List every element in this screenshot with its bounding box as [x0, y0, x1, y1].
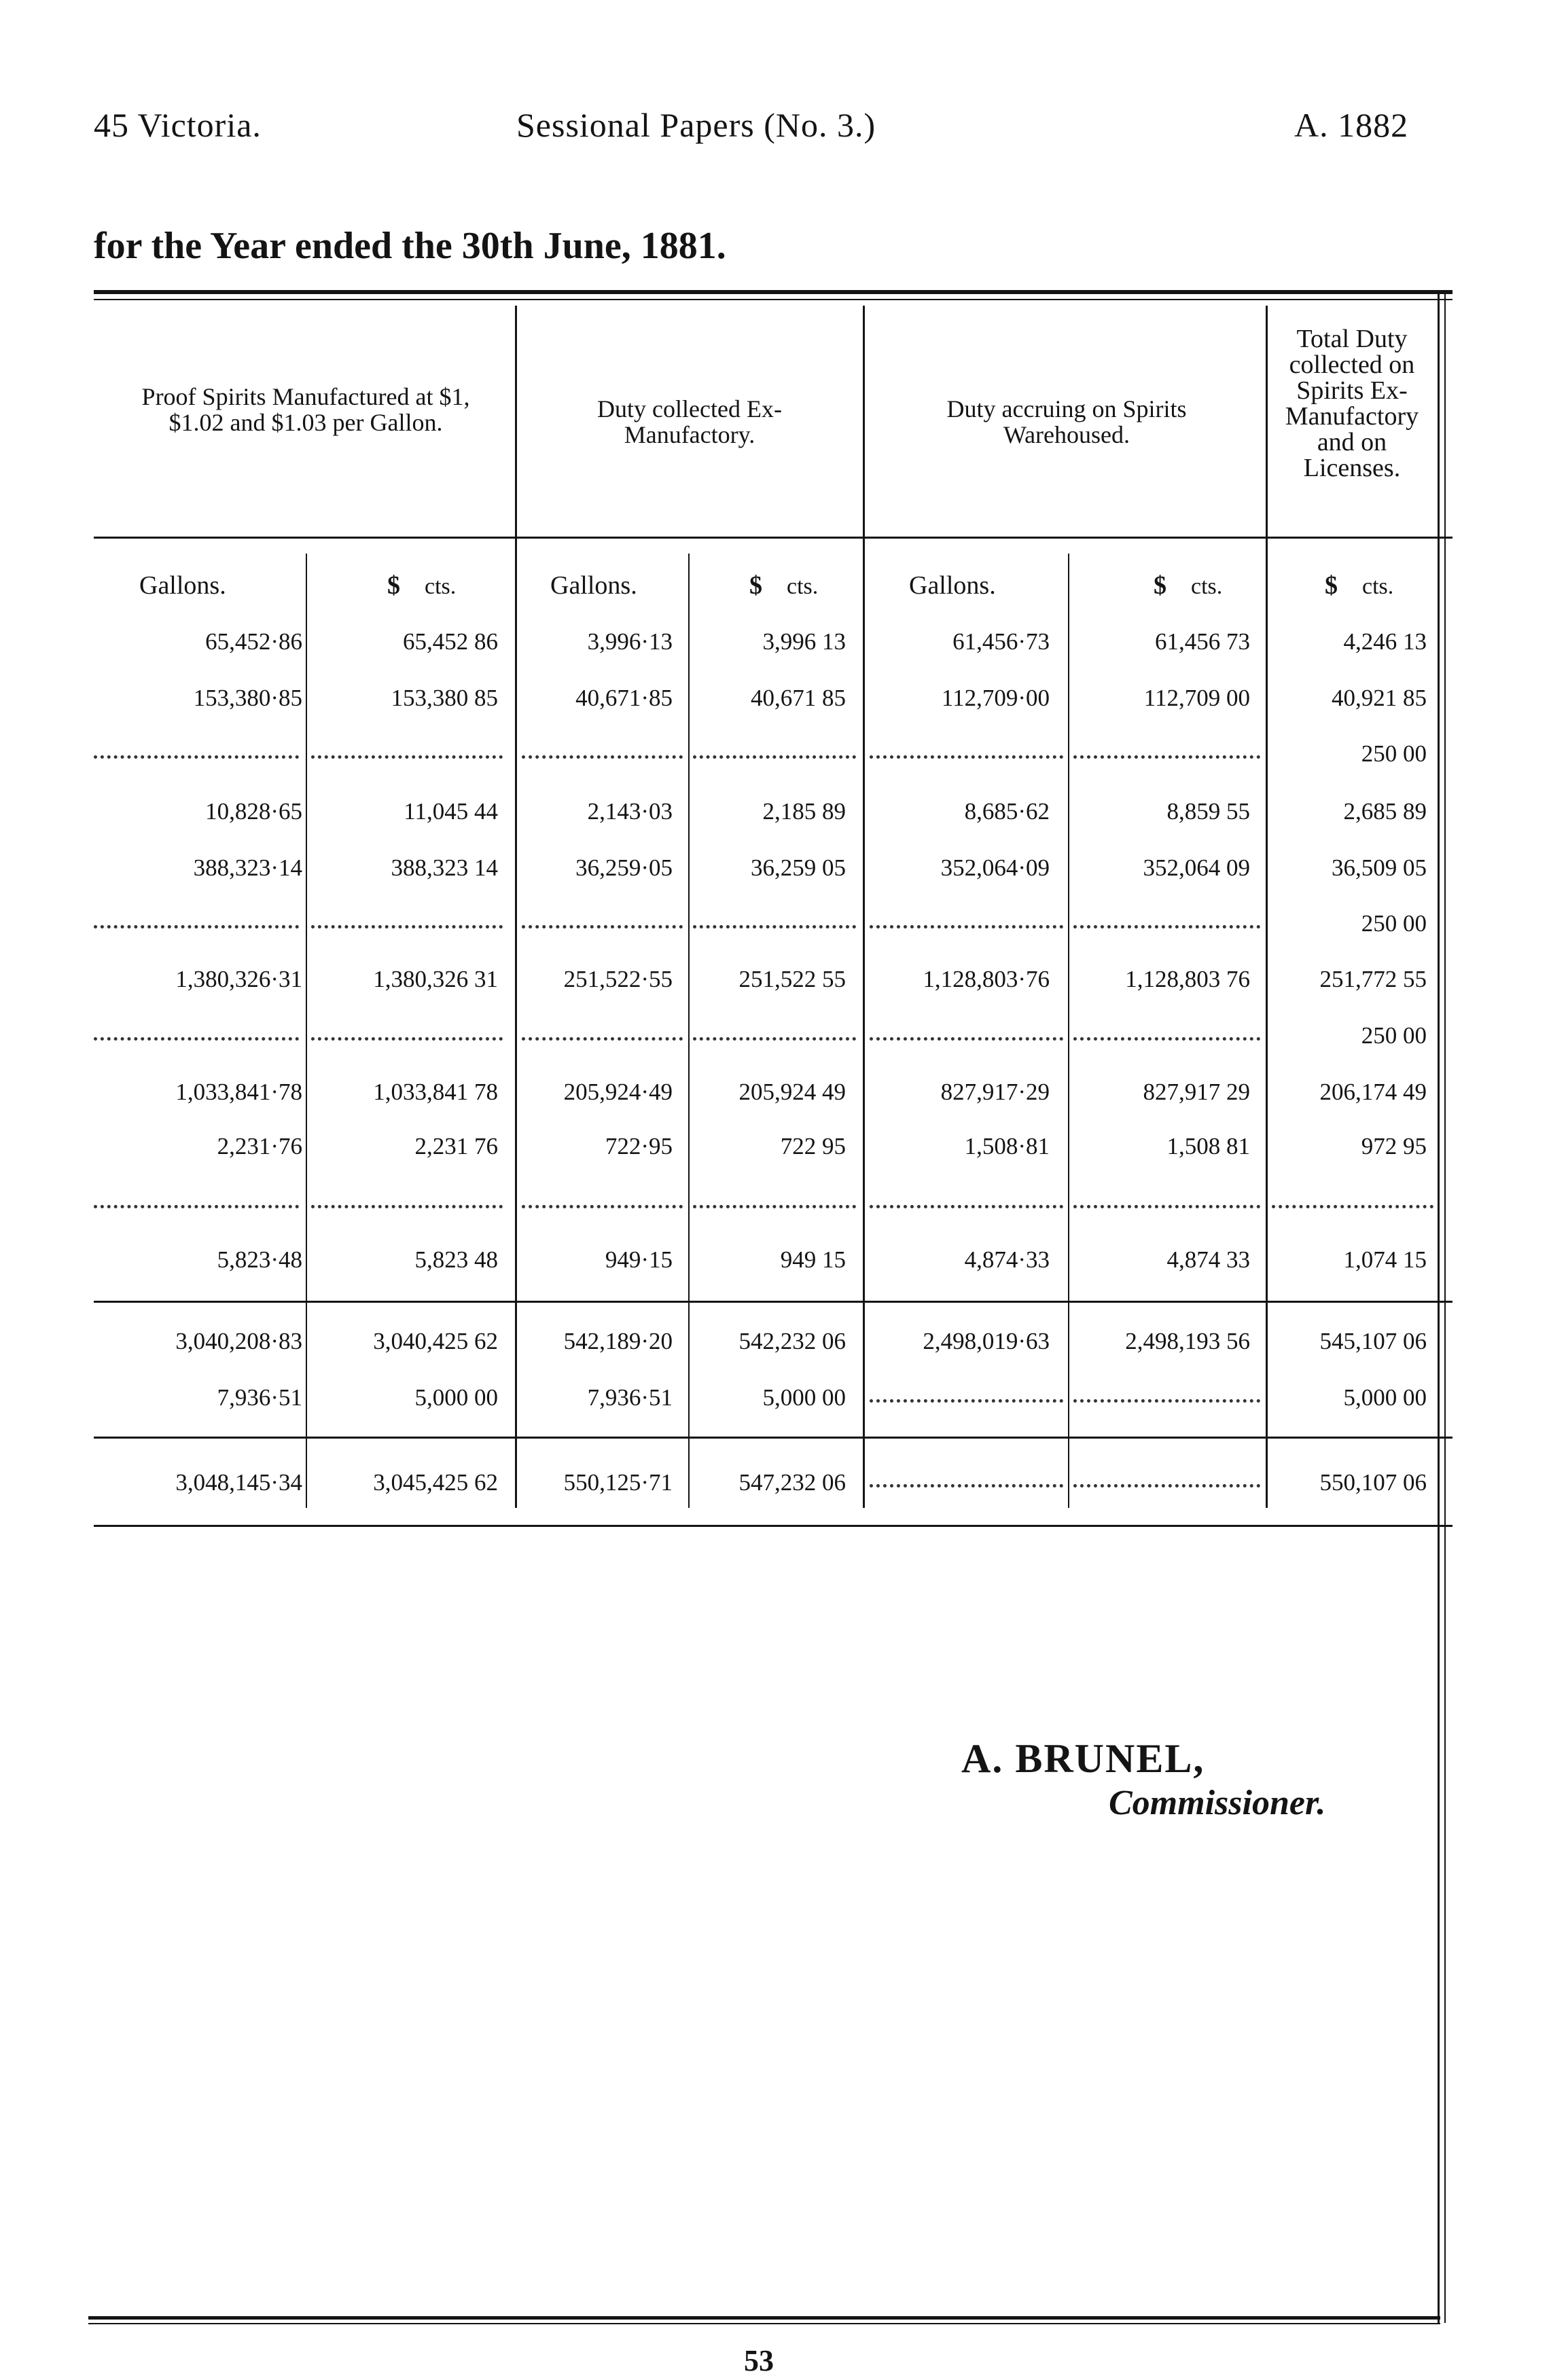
table-cell-d2: 722 95: [780, 1133, 846, 1159]
table-cell-d1: 2,231 76: [414, 1133, 498, 1159]
leader-dots: [522, 925, 683, 928]
divider-group-2: [863, 306, 865, 1508]
leader-dots: [693, 1205, 856, 1208]
table-cell-d2: 251,522 55: [738, 966, 846, 992]
table-cell-total: 250 00: [1361, 910, 1427, 937]
table-top-rule-2: [94, 299, 1452, 300]
table-cell-g2: 2,143·03: [587, 798, 673, 825]
header-separator: [94, 537, 1452, 539]
table-cell-g2: 7,936·51: [587, 1384, 673, 1411]
table-cell-g1: 388,323·14: [193, 854, 302, 881]
table-cell-g3: 827,917·29: [940, 1079, 1050, 1105]
table-cell-d3: 1,508 81: [1166, 1133, 1250, 1159]
leader-dots: [1073, 1399, 1260, 1403]
leader-dots: [1272, 1205, 1433, 1208]
table-cell-d1: 5,000 00: [414, 1384, 498, 1411]
table-cell-d2: 5,000 00: [762, 1384, 846, 1411]
table-cell-g2: 3,996·13: [587, 628, 673, 655]
leader-dots: [870, 1484, 1063, 1488]
leader-dots: [94, 1037, 299, 1041]
table-cell-total: 250 00: [1361, 740, 1427, 767]
table-cell-d1: 1,033,841 78: [373, 1079, 498, 1105]
table-cell-d3: 112,709 00: [1143, 685, 1250, 711]
table-cell-g3: 2,498,019·63: [923, 1328, 1050, 1354]
leader-dots: [311, 1205, 503, 1208]
unit-dollars-3: [1154, 571, 1222, 600]
table-cell-g1: 153,380·85: [193, 685, 302, 711]
table-cell-g1: 1,380,326·31: [175, 966, 302, 992]
table-cell-d2: 542,232 06: [738, 1328, 846, 1354]
table-cell-g2: 542,189·20: [563, 1328, 673, 1354]
table-cell-g1: 5,823·48: [217, 1246, 302, 1273]
divider-minor-2: [688, 554, 690, 1508]
leader-dots: [522, 755, 683, 759]
divider-minor-1: [306, 554, 307, 1508]
cts-label: cts.: [1191, 574, 1223, 599]
table-top-rule: [94, 290, 1452, 294]
table-cell-t: 972 95: [1361, 1133, 1427, 1159]
header-right: A. 1882: [1294, 106, 1409, 144]
table-cell-g3: 8,685·62: [964, 798, 1050, 825]
leader-dots: [693, 1037, 856, 1041]
leader-dots: [870, 1037, 1063, 1041]
table-cell-g3: 4,874·33: [964, 1246, 1050, 1273]
table-cell-g2: 722·95: [605, 1133, 673, 1159]
table-cell-d1: 153,380 85: [391, 685, 498, 711]
leader-dots: [311, 755, 503, 759]
unit-gallons-2: Gallons.: [550, 571, 637, 600]
table-cell-g2: 949·15: [605, 1246, 673, 1273]
table-cell-d1: 1,380,326 31: [373, 966, 498, 992]
page-bottom-rule: [88, 2316, 1440, 2320]
table-cell-t: 550,107 06: [1319, 1469, 1427, 1496]
leader-dots: [1073, 925, 1260, 928]
table-cell-g2: 36,259·05: [575, 854, 673, 881]
table-cell-d3: 8,859 55: [1166, 798, 1250, 825]
leader-dots: [870, 1205, 1063, 1208]
table-cell-d1: 65,452 86: [403, 628, 498, 655]
table-cell-g1: 2,231·76: [217, 1133, 302, 1159]
table-cell-total: 250 00: [1361, 1022, 1427, 1049]
table-cell-g3: 61,456·73: [952, 628, 1050, 655]
table-cell-d2: 949 15: [780, 1246, 846, 1273]
table-bottom-rule: [94, 1525, 1452, 1527]
table-cell-d1: 5,823 48: [414, 1246, 498, 1273]
table-cell-d1: 11,045 44: [404, 798, 498, 825]
table-cell-d3: 61,456 73: [1155, 628, 1250, 655]
cts-label: cts.: [787, 574, 819, 599]
table-cell-t: 5,000 00: [1343, 1384, 1427, 1411]
dollar-sign: $: [387, 571, 400, 600]
table-cell-d2: 3,996 13: [762, 628, 846, 655]
leader-dots: [693, 755, 856, 759]
unit-dollars-2: [749, 571, 818, 600]
page-number: 53: [744, 2344, 774, 2377]
table-cell-g1: 1,033,841·78: [175, 1079, 302, 1105]
table-cell-g3: 1,508·81: [964, 1133, 1050, 1159]
table-cell-g1: 7,936·51: [217, 1384, 302, 1411]
cts-label: cts.: [425, 574, 457, 599]
col-total-heading: Total Duty collected on Spirits Ex-Manufactory and on Licenses.: [1285, 325, 1419, 482]
table-cell-t: 36,509 05: [1332, 854, 1427, 881]
table-cell-g2: 251,522·55: [563, 966, 673, 992]
table-cell-d2: 2,185 89: [762, 798, 846, 825]
leader-dots: [522, 1037, 683, 1041]
table-cell-d3: 352,064 09: [1143, 854, 1250, 881]
cts-label: cts.: [1362, 574, 1394, 599]
leader-dots: [1073, 1484, 1260, 1488]
page-bottom-rule-2: [88, 2323, 1440, 2324]
leader-dots: [311, 925, 503, 928]
table-cell-d2: 40,671 85: [751, 685, 846, 711]
table-cell-g1: 3,048,145·34: [175, 1469, 302, 1496]
unit-dollars-1: [387, 571, 456, 600]
unit-dollars-total: [1325, 571, 1393, 600]
table-cell-t: 251,772 55: [1319, 966, 1427, 992]
leader-dots: [1073, 1037, 1260, 1041]
leader-dots: [693, 925, 856, 928]
table-cell-d3: 2,498,193 56: [1125, 1328, 1250, 1354]
header-center: Sessional Papers (No. 3.): [516, 106, 876, 144]
table-cell-d2: 205,924 49: [738, 1079, 846, 1105]
table-cell-d1: 388,323 14: [391, 854, 498, 881]
table-cell-g2: 550,125·71: [563, 1469, 673, 1496]
table-cell-g3: 112,709·00: [941, 685, 1050, 711]
col-proof-heading: Proof Spirits Manufactured at $1, $1.02 and $1.03 per Gallon.: [141, 383, 470, 436]
page-subtitle: for the Year ended the 30th June, 1881.: [94, 225, 726, 267]
leader-dots: [870, 1399, 1063, 1403]
unit-gallons-1: Gallons.: [139, 571, 226, 600]
signature-name: A. BRUNEL,: [961, 1736, 1205, 1781]
table-cell-g1: 10,828·65: [205, 798, 302, 825]
table-cell-g3: 352,064·09: [940, 854, 1050, 881]
table-cell-g3: 1,128,803·76: [923, 966, 1050, 992]
table-cell-t: 4,246 13: [1343, 628, 1427, 655]
dollar-sign: $: [1325, 571, 1338, 600]
divider-group-3: [1266, 306, 1268, 1508]
table-cell-d3: 4,874 33: [1166, 1246, 1250, 1273]
table-cell-d3: 1,128,803 76: [1125, 966, 1250, 992]
unit-gallons-3: Gallons.: [909, 571, 996, 600]
leader-dots: [522, 1205, 683, 1208]
table-right-border-2: [1444, 292, 1446, 2323]
signature-title: Commissioner.: [1109, 1784, 1326, 1822]
table-cell-g2: 205,924·49: [563, 1079, 673, 1105]
table-right-border: [1438, 292, 1440, 2323]
table-cell-g2: 40,671·85: [575, 685, 673, 711]
table-cell-d3: 827,917 29: [1143, 1079, 1250, 1105]
header-left: 45 Victoria.: [94, 106, 262, 144]
leader-dots: [870, 755, 1063, 759]
col-duty-ex-heading: Duty collected Ex-Manufactory.: [597, 395, 782, 448]
table-cell-t: 206,174 49: [1319, 1079, 1427, 1105]
table-cell-d2: 547,232 06: [738, 1469, 846, 1496]
section-rule-1: [94, 1301, 1452, 1303]
table-cell-t: 40,921 85: [1332, 685, 1427, 711]
table-cell-t: 545,107 06: [1319, 1328, 1427, 1354]
table-cell-d1: 3,040,425 62: [373, 1328, 498, 1354]
leader-dots: [870, 925, 1063, 928]
divider-minor-3: [1068, 554, 1069, 1508]
table-cell-t: 2,685 89: [1343, 798, 1427, 825]
leader-dots: [1073, 755, 1260, 759]
leader-dots: [94, 1205, 299, 1208]
leader-dots: [311, 1037, 503, 1041]
table-cell-d1: 3,045,425 62: [373, 1469, 498, 1496]
col-duty-accruing-heading: Duty accruing on Spirits Warehoused.: [946, 395, 1187, 448]
leader-dots: [94, 925, 299, 928]
table-cell-g1: 65,452·86: [205, 628, 302, 655]
section-rule-2: [94, 1437, 1452, 1439]
dollar-sign: $: [1154, 571, 1166, 600]
table-cell-t: 1,074 15: [1343, 1246, 1427, 1273]
leader-dots: [1073, 1205, 1260, 1208]
table-cell-d2: 36,259 05: [751, 854, 846, 881]
table-cell-g1: 3,040,208·83: [175, 1328, 302, 1354]
dollar-sign: $: [749, 571, 762, 600]
divider-group-1: [515, 306, 517, 1508]
leader-dots: [94, 755, 299, 759]
